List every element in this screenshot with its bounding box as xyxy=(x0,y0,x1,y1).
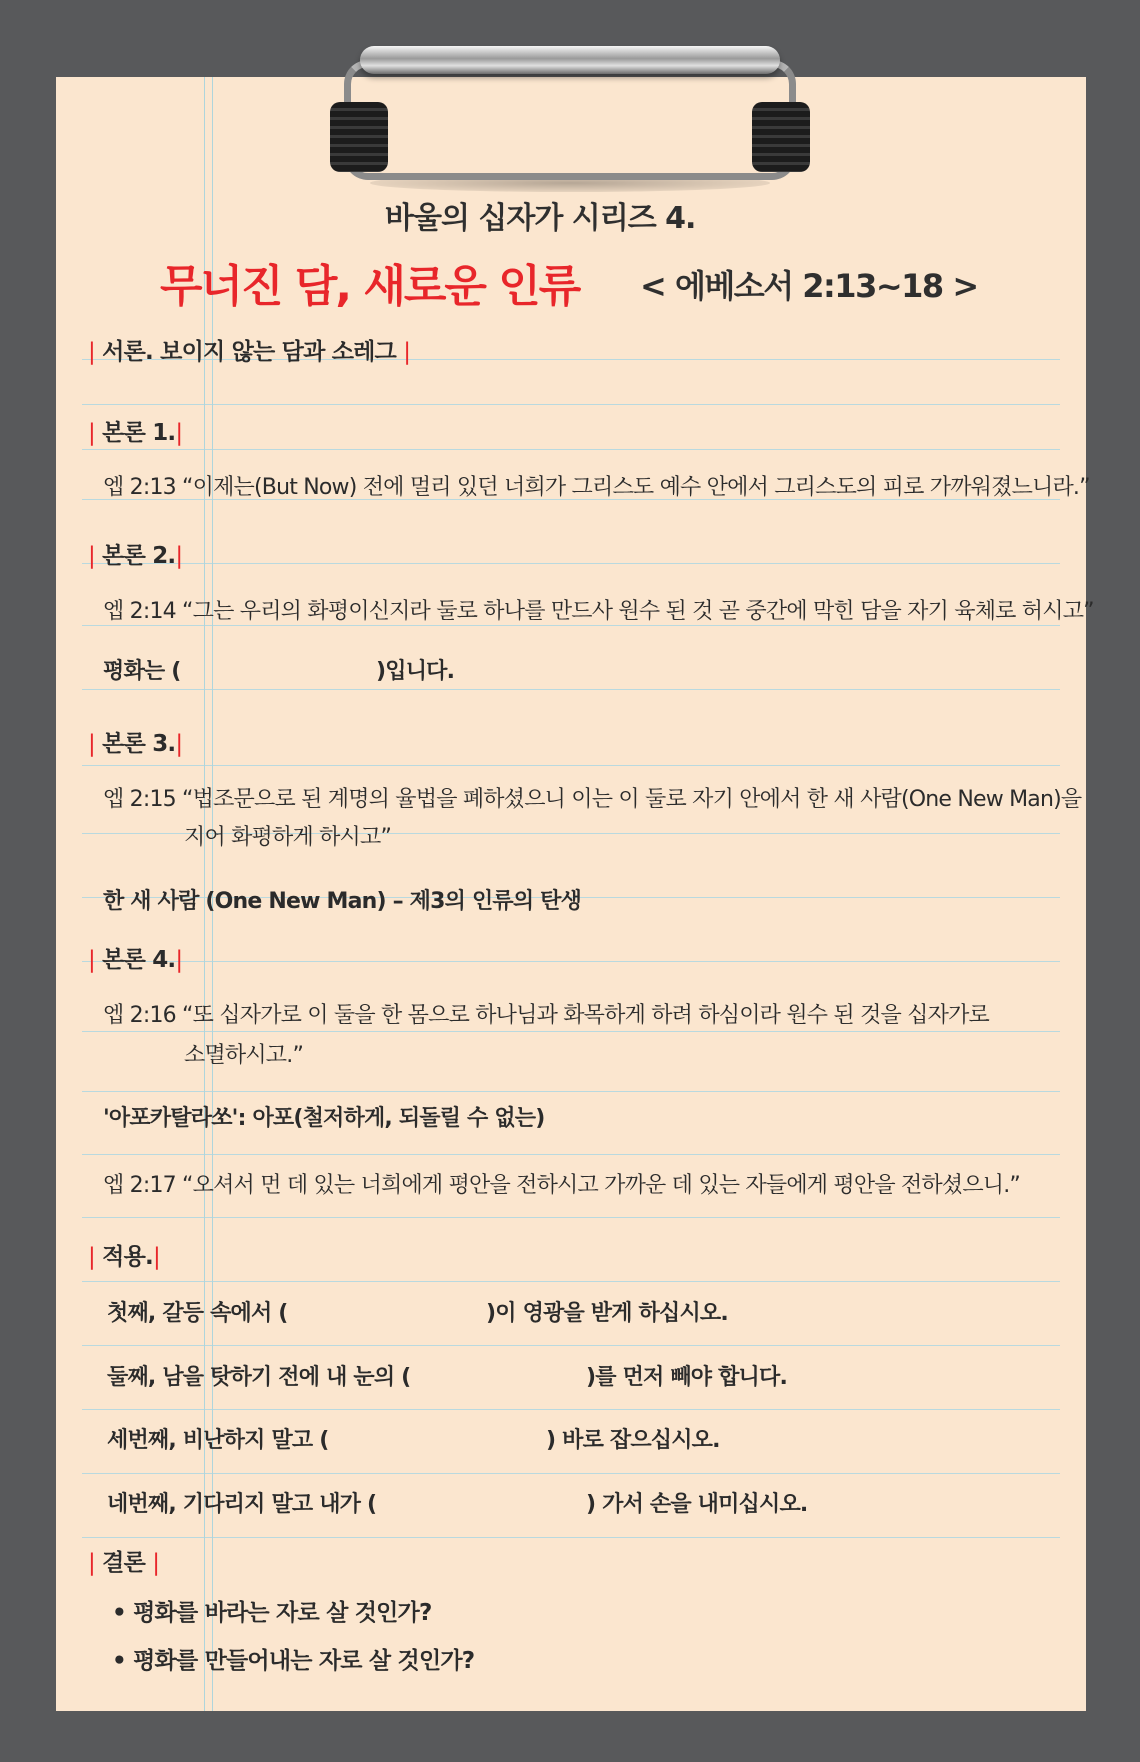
bar-mark: | xyxy=(403,339,411,365)
application-item-2-end: )를 먼저 빼야 합니다. xyxy=(586,1365,788,1390)
rule-line xyxy=(82,563,1060,564)
application-heading: | 적용.| xyxy=(88,1244,160,1270)
rule-line xyxy=(82,1345,1060,1346)
rule-line xyxy=(82,1473,1060,1474)
conclusion-question-1: • 평화를 바라는 자로 살 것인가? xyxy=(112,1600,432,1626)
section-1-heading: | 본론 1.| xyxy=(88,420,183,446)
rule-line xyxy=(82,1409,1060,1410)
rule-line xyxy=(82,1217,1060,1218)
intro-heading: | 서론. 보이지 않는 담과 소레그 | xyxy=(88,339,411,365)
one-new-man-note: 한 새 사람 (One New Man) – 제3의 인류의 탄생 xyxy=(103,889,582,914)
clip-grip-right xyxy=(752,102,810,172)
clip-bar xyxy=(360,46,780,74)
apokatallasso-note: '아포카탈라쏘': 아포(철저하게, 되돌릴 수 없는) xyxy=(103,1106,545,1131)
verse-2-16-line2: 소멸하시고.” xyxy=(184,1043,304,1068)
verse-2-14: 엡 2:14 “그는 우리의 화평이신지라 둘로 하나를 만드사 원수 된 것 곧 중간에 막힌 담을 자기 육체로 허시고” xyxy=(103,599,1094,624)
section-2-heading: | 본론 2.| xyxy=(88,543,183,569)
conclusion-question-2: • 평화를 만들어내는 자로 살 것인가? xyxy=(112,1648,475,1674)
verse-2-15-line2: 지어 화평하게 하시고” xyxy=(184,825,392,850)
verse-2-17: 엡 2:17 “오셔서 먼 데 있는 너희에게 평안을 전하시고 가까운 데 있는 자들에게 평안을 전하셨으니.” xyxy=(103,1173,1021,1198)
peace-blank-start: 평화는 ( xyxy=(103,659,181,684)
rule-line xyxy=(82,689,1060,690)
rule-line xyxy=(82,449,1060,450)
bar-mark: | xyxy=(88,339,95,365)
rule-line xyxy=(82,404,1060,405)
rule-line xyxy=(82,1537,1060,1538)
rule-line xyxy=(82,1031,1060,1032)
scripture-reference: < 에베소서 2:13~18 > xyxy=(640,267,978,305)
rule-line xyxy=(82,765,1060,766)
application-item-2-start: 둘째, 남을 탓하기 전에 내 눈의 ( xyxy=(107,1365,411,1390)
rule-line xyxy=(82,625,1060,626)
peace-blank-end: )입니다. xyxy=(376,659,455,684)
series-title: 바울의 십자가 시리즈 4. xyxy=(385,201,696,236)
conclusion-heading: | 결론 | xyxy=(88,1550,160,1576)
clipboard-clip xyxy=(330,40,810,170)
application-item-4-end: ) 가서 손을 내미십시오. xyxy=(586,1492,808,1517)
application-item-1-end: )이 영광을 받게 하십시오. xyxy=(486,1301,728,1326)
bullet-dot: • xyxy=(112,1648,126,1674)
verse-2-13: 엡 2:13 “이제는(But Now) 전에 멀리 있던 너희가 그리스도 예수 안에서 그리스도의 피로 가까워졌느니라.” xyxy=(103,475,1090,500)
clip-grip-left xyxy=(330,102,388,172)
rule-line xyxy=(82,1281,1060,1282)
rule-line xyxy=(82,1154,1060,1155)
rule-line xyxy=(82,1091,1060,1092)
application-item-3-end: ) 바로 잡으십시오. xyxy=(546,1428,720,1453)
verse-2-16-line1: 엡 2:16 “또 십자가로 이 둘을 한 몸으로 하나님과 화목하게 하려 하심이라 원수 된 것을 십자가로 xyxy=(103,1003,989,1028)
application-item-4-start: 네번째, 기다리지 말고 내가 ( xyxy=(107,1492,377,1517)
verse-2-15-line1: 엡 2:15 “법조문으로 된 계명의 율법을 폐하셨으니 이는 이 둘로 자기 안에서 한 새 사람(One New Man)을 xyxy=(103,787,1082,812)
section-4-heading: | 본론 4.| xyxy=(88,947,183,973)
application-item-3-start: 세번째, 비난하지 말고 ( xyxy=(107,1428,329,1453)
application-item-1-start: 첫째, 갈등 속에서 ( xyxy=(107,1301,288,1326)
rule-line xyxy=(82,961,1060,962)
bullet-dot: • xyxy=(112,1600,126,1626)
sermon-title: 무너진 담, 새로운 인류 xyxy=(160,261,580,312)
section-3-heading: | 본론 3.| xyxy=(88,731,183,757)
